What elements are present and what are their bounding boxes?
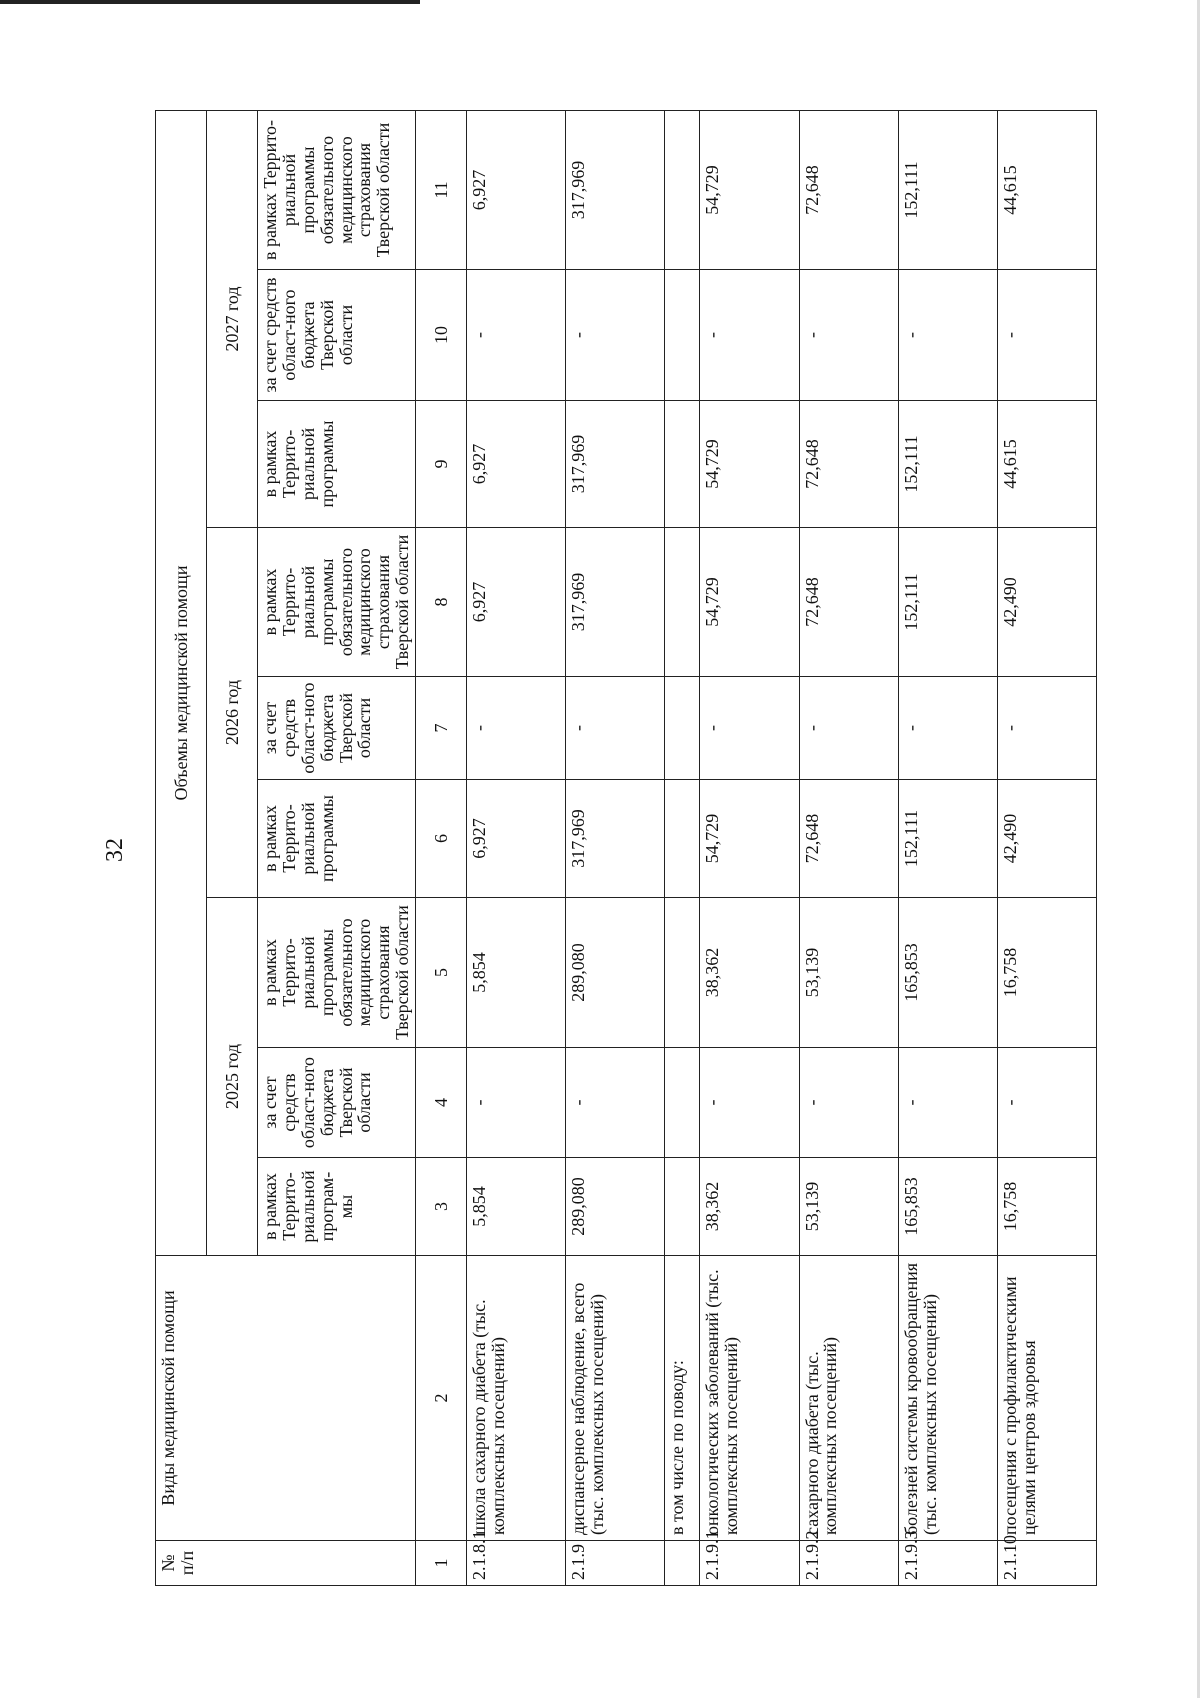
column-number: 2 [416,1256,467,1541]
row-name: онкологических заболеваний (тыс. комплексных посещений) [700,1256,799,1541]
header-care-types: Виды медицинской помощи [156,1256,416,1541]
column-number: 10 [416,270,467,401]
column-number: 7 [416,677,467,780]
value-cell: 16,758 [997,898,1096,1048]
row-name: болезней системы кровообращения (тыс. комплексных посещений) [898,1256,997,1541]
value-cell: 72,648 [799,401,898,528]
value-cell: 16,758 [997,1158,1096,1256]
table-row [566,111,665,1586]
value-cell: 54,729 [700,528,799,677]
row-name: в том числе по поводу: [665,1256,700,1541]
table-row [898,111,997,1586]
header-oms-2026: в рамках Террито-риальной программы обязательного медицинского страхования Тверской области [258,528,416,677]
header-regional-budget-2026: за счет средств област-ного бюджета Тверской области [258,677,416,780]
value-cell: - [467,270,566,401]
header-year-2027: 2027 год [207,111,258,528]
header-care-volumes: Объемы медицинской помощи [156,111,207,1256]
value-cell: 6,927 [467,111,566,270]
column-number: 1 [416,1541,467,1586]
value-cell: - [997,1048,1096,1158]
column-number: 9 [416,401,467,528]
row-name: посещения с профилактическими целями центров здоровья [997,1256,1096,1541]
value-cell [665,1048,700,1158]
table-row [665,111,700,1586]
value-cell: 54,729 [700,780,799,898]
value-cell: 54,729 [700,401,799,528]
value-cell: - [898,1048,997,1158]
value-cell: 317,969 [566,401,665,528]
column-number: 4 [416,1048,467,1158]
value-cell: - [467,1048,566,1158]
value-cell: 152,111 [898,528,997,677]
column-number: 5 [416,898,467,1048]
value-cell: - [700,677,799,780]
row-code: 2.1.9.2 [799,1541,898,1586]
page-number: 32 [102,838,128,862]
value-cell [665,677,700,780]
value-cell: - [898,270,997,401]
table-row [799,111,898,1586]
value-cell: 5,854 [467,1158,566,1256]
value-cell: 53,139 [799,1158,898,1256]
row-code: 2.1.9 [566,1541,665,1586]
header-oms-2025: в рамках Террито-риальной программы обязательного медицинского страхования Тверской области [258,898,416,1048]
row-code: 2.1.9.1 [700,1541,799,1586]
value-cell: 152,111 [898,111,997,270]
table-row [997,111,1096,1586]
value-cell: - [799,677,898,780]
value-cell: - [566,270,665,401]
value-cell [665,270,700,401]
header-year-2025: 2025 год [207,898,258,1256]
header-oms-2027: в рамках Террито-риальной программы обязательного медицинского страхования Тверской области [258,111,416,270]
column-number-row [416,111,467,1586]
value-cell: 317,969 [566,528,665,677]
value-cell: 54,729 [700,111,799,270]
value-cell: 38,362 [700,1158,799,1256]
value-cell: 6,927 [467,780,566,898]
value-cell: - [898,677,997,780]
value-cell [665,401,700,528]
header-territorial-2027: в рамках Террито-риальной программы [258,401,416,528]
column-number: 11 [416,111,467,270]
value-cell: 317,969 [566,111,665,270]
value-cell: 72,648 [799,528,898,677]
value-cell: 42,490 [997,528,1096,677]
header-year-2026: 2026 год [207,528,258,898]
value-cell: - [467,677,566,780]
value-cell: - [997,677,1096,780]
value-cell: 317,969 [566,780,665,898]
row-code: 2.1.9.3 [898,1541,997,1586]
value-cell [665,898,700,1048]
value-cell: - [997,270,1096,401]
column-number: 8 [416,528,467,677]
value-cell: 38,362 [700,898,799,1048]
value-cell: 72,648 [799,780,898,898]
header-territorial-2025: в рамках Террито-риальной програм-мы [258,1158,416,1256]
value-cell: - [799,1048,898,1158]
value-cell: - [566,1048,665,1158]
value-cell: 44,615 [997,401,1096,528]
value-cell: 5,854 [467,898,566,1048]
row-name: школа сахарного диабета (тыс. комплексных посещений) [467,1256,566,1541]
row-name: сахарного диабета (тыс. комплексных посещений) [799,1256,898,1541]
value-cell: 289,080 [566,1158,665,1256]
value-cell: 6,927 [467,528,566,677]
header-number: № п/п [156,1541,416,1586]
value-cell: 289,080 [566,898,665,1048]
value-cell: - [799,270,898,401]
value-cell: 42,490 [997,780,1096,898]
row-code: 2.1.10 [997,1541,1096,1586]
value-cell: 53,139 [799,898,898,1048]
rotated-table-wrapper [155,111,1097,1586]
value-cell: - [700,270,799,401]
value-cell: - [566,677,665,780]
value-cell [665,111,700,270]
value-cell: 165,853 [898,898,997,1048]
header-regional-budget-2025: за счет средств област-ного бюджета Тверской области [258,1048,416,1158]
value-cell [665,780,700,898]
row-name: диспансерное наблюдение, всего (тыс. комплексных посещений) [566,1256,665,1541]
row-code [665,1541,700,1586]
value-cell: 165,853 [898,1158,997,1256]
value-cell: 152,111 [898,401,997,528]
value-cell [665,1158,700,1256]
value-cell: - [700,1048,799,1158]
header-territorial-2026: в рамках Террито-риальной программы [258,780,416,898]
value-cell: 72,648 [799,111,898,270]
value-cell: 44,615 [997,111,1096,270]
row-code: 2.1.8.1 [467,1541,566,1586]
value-cell: 6,927 [467,401,566,528]
value-cell: 152,111 [898,780,997,898]
column-number: 3 [416,1158,467,1256]
value-cell [665,528,700,677]
table-row [467,111,566,1586]
table-row [700,111,799,1586]
header-regional-budget-2027: за счет средств област-ного бюджета Тверской области [258,270,416,401]
column-number: 6 [416,780,467,898]
medical-care-volumes-table [155,110,1097,1586]
